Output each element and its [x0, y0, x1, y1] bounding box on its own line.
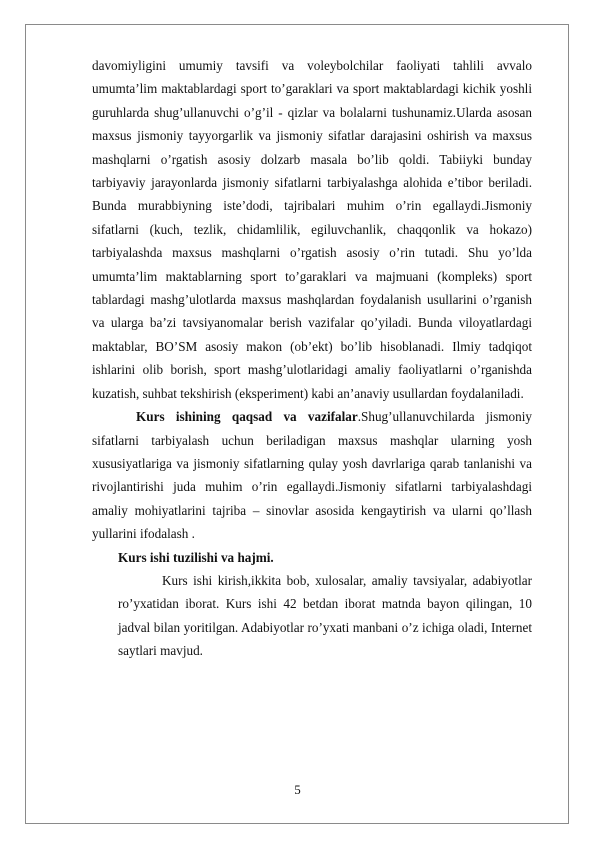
goals-text: .Shug’ullanuvchilarda jismoniy sifatlarni tarbiyalash uchun beriladigan maxsus mashqlar ularning yosh xususiyatlariga va jismoniy sifatlarning qulay yosh davrlariga qarab tanlanishi va rivojlantirishi juda muhim o’rin egallaydi.Jismoniy sifatlarni tarbiyalashdagi amaliy mohiyatlarini tajriba – sinovlar asosida kengaytirish va ularni qo’llash yullarini ifodalash .	[92, 409, 533, 542]
paragraph-intro: davomiyligini umumiy tavsifi va voleybolchilar faoliyati tahlili avvalo umumta’lim maktablardagi sport to’garaklari va sport maktablardagi kichik yoshli guruhlarda shug’ullanuvchi o’g’il - qizlar va bolalarni tushunamiz.Ularda asosan maxsus jismoniy tayyorgarlik va jismoniy sifatlar darajasini oshirish va maxsus mashqlarni o’rgatish asosiy dolzarb masala bo’lib qoldi. Tabiiyki bunday tarbiyaviy jarayonlarda jismoniy sifatlarni tarbiyalashga alohida e’tibor beriladi. Bunda murabbiyning iste’dodi, tajribalari muhim o’rin egallaydi.Jismoniy sifatlarni (kuch, tezlik, chidamlilik, egiluvchanlik, chaqqonlik va hokazo) tarbiyalashda maxsus mashqlarni o’rgatish asosiy o’rin tutadi. Shu yo’lda umumta’lim maktablarning sport to’garaklari va majmuani (kompleks) sport tablardagi mashg’ulotlarda maxsus mashqlardan foydalanish usullarini o’rganish va ularga ba’zi tavsiyanomalar berish vazifalar qo’yiladi. Bunda viloyatlardagi maktablar, BO’SM asosiy makon (ob’ekt) bo’lib hisoblanadi. Ilmiy tadqiqot ishlarini olib borish, sport mashg’ulotlaridagi amaliy faoliyatlarni o’rganishda kuzatish, suhbat tekshirish (eksperiment) kabi an’anaviy usullardan foydalaniladi.	[92, 58, 532, 401]
structure-block	[92, 569, 532, 663]
paragraph-structure: Kurs ishi kirish,ikkita bob, xulosalar, amaliy tavsiyalar, adabiyotlar ro’yxatidan iborat. Kurs ishi 42 betdan iborat matnda bayon qilingan, 10 jadval bilan yoritilgan. Adabiyotlar ro’yxati manbani o’z ichiga oladi, Internet saytlari mavjud.	[118, 572, 532, 659]
goals-heading: Kurs ishining qaqsad va vazifalar	[136, 409, 358, 425]
paragraph-goals	[92, 405, 532, 545]
document-body	[92, 54, 532, 663]
page-number: 5	[294, 782, 301, 797]
section-heading-structure: Kurs ishi tuzilishi va hajmi.	[118, 549, 274, 565]
